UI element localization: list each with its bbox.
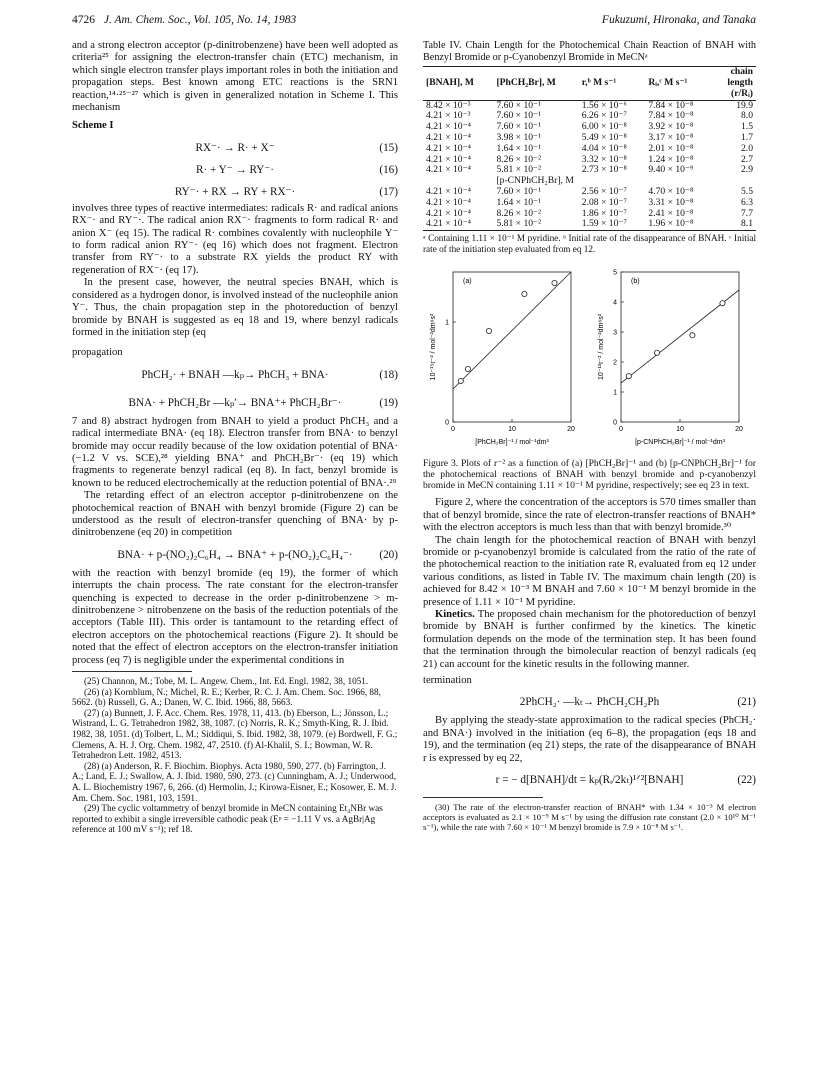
panel-label: (b) xyxy=(631,278,640,286)
table-cell: 2.41 × 10⁻⁸ xyxy=(648,207,694,219)
data-point xyxy=(458,379,463,384)
paragraph: The retarding effect of an electron acceptor p-dinitrobenzene on the photochemical reaction of BNAH with benzyl bromide (Figure 2) can be understood as the result of electron-transfer quenching of BNA· by p-dinitrobenzene (eq 20) in competition xyxy=(72,490,398,539)
table-cell: 1.64 × 10⁻¹ xyxy=(496,196,541,208)
table-cell: 4.21 × 10⁻⁴ xyxy=(426,142,471,154)
table-cell: 9.40 × 10⁻⁹ xyxy=(648,164,694,176)
data-point xyxy=(654,350,659,355)
table-cell: 3.98 × 10⁻¹ xyxy=(496,131,541,143)
table-cell: 5.81 × 10⁻² xyxy=(496,164,541,176)
table-cell: 4.21 × 10⁻⁴ xyxy=(426,131,471,143)
table-cell: 2.9 xyxy=(741,164,753,176)
table-header: [PhCH₂Br], M xyxy=(493,67,578,100)
table-cell: 1.64 × 10⁻¹ xyxy=(496,142,541,154)
table-header: chain length (r/Rᵢ) xyxy=(712,67,756,100)
authors: Fukuzumi, Hironaka, and Tanaka xyxy=(601,14,756,26)
equation-18: PhCH₂· + BNAH —kₚ→ PhCH₃ + BNA· (18) xyxy=(141,368,398,381)
y-tick-label: 5 xyxy=(613,269,617,277)
kinetics-heading: Kinetics. xyxy=(435,608,475,620)
figure-3 xyxy=(423,260,756,456)
table-cell: 19.9 xyxy=(736,99,753,111)
table-cell: 8.1 xyxy=(741,218,753,230)
table-cell: 6.00 × 10⁻⁸ xyxy=(581,121,627,133)
right-column xyxy=(423,40,756,832)
equation-19: BNA· + PhCH₂Br —kₚ′→ BNA⁺+ PhCH₂Br⁻· (19) xyxy=(128,396,398,409)
footnote: (25) Channon, M.; Tobe, M. L. Angew. Chem., Int. Ed. Engl. 1982, 38, 1051. xyxy=(84,676,369,687)
table-header: r,ᵇ M s⁻¹ xyxy=(579,67,646,100)
x-tick-label: 10 xyxy=(508,426,516,434)
footnote: (30) The rate of the electron-transfer reaction of BNAH* with 1.34 × 10⁻³ M electron acceptors is evaluated as 2.1 × 10⁻⁹ M s⁻¹ by using the diffusion rate constant (2.0 × 10¹⁰ M⁻¹ s⁻¹), while the rate with 7.60 × 10⁻¹ M benzyl bromide is 7.9 × 10⁻⁸ M s⁻¹. xyxy=(423,802,756,833)
table-body xyxy=(423,187,756,231)
x-axis-label: [p-CNPhCH₂Br]⁻¹ / mol⁻¹dm³ xyxy=(635,439,725,447)
table-cell: 7.60 × 10⁻¹ xyxy=(496,110,541,122)
table-row xyxy=(423,165,756,176)
table-header: [BNAH], M xyxy=(423,67,493,100)
table-cell: 7.60 × 10⁻¹ xyxy=(496,99,541,111)
y-tick-label: 4 xyxy=(613,299,617,307)
table-cell: 4.21 × 10⁻³ xyxy=(426,110,471,122)
table-cell: 5.81 × 10⁻² xyxy=(496,218,541,230)
y-tick-label: 3 xyxy=(613,329,617,337)
table-cell: 2.73 × 10⁻⁸ xyxy=(581,164,627,176)
paragraph: In the present case, however, the neutral species BNAH, which is considered as a hydrogen donor, is involved instead of the nucleophile anion Y⁻. Thus, the chain propagation step in the photoreduction of benzyl bromide by BNAH is suggested as eq 18 and 19, where benzyl radicals formed in the initiation step (eq xyxy=(72,277,398,338)
table-cell: 4.21 × 10⁻⁴ xyxy=(426,153,471,165)
table-subheader: [p-CNPhCH₂Br], M xyxy=(496,175,574,187)
table-cell: 1.24 × 10⁻⁸ xyxy=(648,153,694,165)
equation-20: BNA· + p-(NO₂)₂C₆H₄ → BNA⁺ + p-(NO₂)₂C₆H₄⁻· (20) xyxy=(117,548,398,561)
table-cell: 1.5 xyxy=(741,121,753,133)
y-tick-label: 1 xyxy=(445,319,449,327)
table-cell: 6.3 xyxy=(741,196,753,208)
table-cell: 7.60 × 10⁻¹ xyxy=(496,121,541,133)
page-number: 4726 xyxy=(72,14,95,26)
table-cell: 7.84 × 10⁻⁸ xyxy=(648,110,694,122)
paragraph: Kinetics. The proposed chain mechanism for the photoreduction of benzyl bromide by BNAH is further confirmed by the kinetics. The kinetic formulation depends on the mode of the termination step. It has been found that the termination through the bimolecular reaction of benzyl radicals (eq 21) can account for the kinetic results in the following manner. xyxy=(423,608,756,670)
table-cell: 7.7 xyxy=(741,207,753,219)
table-cell: 3.31 × 10⁻⁸ xyxy=(648,196,694,208)
paragraph: Figure 2, where the concentration of the acceptors is 570 times smaller than that of benzyl bromide, since the rate of electron-transfer reactions of BNAH* with the electron acceptors is much less than that with benzyl bromide.³⁰ xyxy=(423,497,756,534)
x-tick-label: 0 xyxy=(451,426,455,434)
table-cell: 4.04 × 10⁻⁸ xyxy=(581,142,627,154)
table-cell: 1.86 × 10⁻⁷ xyxy=(581,207,627,219)
table-cell: 2.01 × 10⁻⁸ xyxy=(648,142,694,154)
table-cell: 5.49 × 10⁻⁸ xyxy=(581,131,627,143)
panel-label: (a) xyxy=(463,278,472,286)
equation-15: RX⁻· → R· + X⁻ (15) xyxy=(195,141,398,154)
data-point xyxy=(552,281,557,286)
x-tick-label: 10 xyxy=(676,426,684,434)
footnote: (26) (a) Kornblum, N.; Michel, R. E.; Kerber, R. C. J. Am. Chem. Soc. 1966, 88, 5662. (b) Russell, G. A.; Danen, W. C. Ibid. 1966, 88, 5663. xyxy=(72,686,381,708)
plot-a xyxy=(423,260,588,456)
table-cell: 2.08 × 10⁻⁷ xyxy=(581,196,627,208)
table-header: Rᵢ,ᶜ M s⁻¹ xyxy=(645,67,712,100)
table-cell: 3.32 × 10⁻⁸ xyxy=(581,153,627,165)
equation-22: r = − d[BNAH]/dt = kₚ(Rᵢ/2kₜ)¹ᐟ²[BNAH] (22) xyxy=(495,774,756,787)
table-cell: 4.21 × 10⁻⁴ xyxy=(426,207,471,219)
y-axis-label: 10⁻¹⁵r⁻² / mol⁻²dm⁶s² xyxy=(430,314,437,381)
table-cell: 2.0 xyxy=(741,142,753,154)
table-cell: 4.21 × 10⁻⁴ xyxy=(426,218,471,230)
table-body xyxy=(423,100,756,176)
y-axis-label: 10⁻¹³r⁻² / mol⁻²dm⁶s² xyxy=(598,314,605,381)
table-cell: 4.70 × 10⁻⁸ xyxy=(648,185,694,197)
y-tick-label: 0 xyxy=(613,419,617,427)
figure-caption: Figure 3. Plots of r⁻² as a function of (a) [PhCH₂Br]⁻¹ and (b) [p-CNPhCH₂Br]⁻¹ for the photochemical reactions of BNAH with benzyl bromide and p-cyanobenzyl bromide in MeCN containing 1.11 × 10⁻¹ M pyridine, respectively; see eq 23 in text. xyxy=(423,458,756,492)
table-cell: 2.56 × 10⁻⁷ xyxy=(581,185,627,197)
footnote: (29) The cyclic voltammetry of benzyl bromide in MeCN containing Et₄NBr was reported to exhibit a single irreversible cathodic peak (Eᵖ = −1.11 V vs. a AgBr|Ag reference at 100 mV s⁻¹); ref 18. xyxy=(72,803,383,835)
plot-frame xyxy=(621,272,739,422)
table-cell: 1.59 × 10⁻⁷ xyxy=(581,218,627,230)
footnote: (27) (a) Bunnett, J. F. Acc. Chem. Res. 1978, 11, 413. (b) Eberson, L.; Jönsson, L.; Wistrand, L. G. Tetrahedron 1982, 38, 1087. (c) Norris, R. K.; Smyth-King, R. J. Ibid. 1982, 38, 1051. (d) Tolbert, L. M.; Siddiqui, S. Ibid. 1982, 38, 1079. (e) Bordwell, F. G.; Clemens, A. H. J. Org. Chem. 1982, 47, 2510. (f) Al-Khalil, S. I.; Bowman, W. R. Tetrahedron Lett. 1982, 4513. xyxy=(72,707,398,761)
footnote-rule xyxy=(72,671,192,672)
plot-b xyxy=(591,260,756,456)
table-cell: 1.96 × 10⁻⁸ xyxy=(648,218,694,230)
propagation-label: propagation xyxy=(72,347,123,359)
equation-17: RY⁻· + RX → RY + RX⁻· (17) xyxy=(174,185,398,198)
table-cell: 4.21 × 10⁻⁴ xyxy=(426,196,471,208)
data-point xyxy=(486,329,491,334)
table-cell: 3.17 × 10⁻⁸ xyxy=(648,131,694,143)
table-notes: ᵃ Containing 1.11 × 10⁻¹ M pyridine. ᵇ Initial rate of the disappearance of BNAH. ᶜ Initial rate of the initiation step evaluated from eq 12. xyxy=(423,233,756,254)
footnote: (28) (a) Anderson, R. F. Biochim. Biophys. Acta 1980, 590, 277. (b) Farrington, J. A.; Land, E. J.; Swallow, A. J. Ibid. 1980, 590, 273. (c) Cunningham, A. J.; Underwood, A. L. Biochemistry 1967, 6, 266. (d) Hermolin, J.; Kirowa-Eisner, E.; Kosower, E. M. J. Am. Chem. Soc. 1981, 103, 1591. xyxy=(72,760,397,803)
table-cell: 8.26 × 10⁻² xyxy=(496,153,541,165)
scheme-title: Scheme I xyxy=(72,120,114,132)
table-row xyxy=(423,219,756,230)
table-caption: Table IV. Chain Length for the Photochemical Chain Reaction of BNAH with Benzyl Bromide or p-Cyanobenzyl Bromide in MeCNᵃ xyxy=(423,40,756,63)
paragraph: involves three types of reactive intermediates: radicals R· and radical anions RX⁻· and RY⁻·. The radical anion RX⁻· fragments to form radical R· and anion X⁻ (eq 15). The radical R· combines covalently with nucleophile Y⁻ to form radical anion RY⁻· (eq 16) which does not fragment. Electron transfer from RY⁻· to a substrate RX yields the product RY with regeneration of RX⁻· (eq 17). xyxy=(72,202,398,276)
data-point xyxy=(522,292,527,297)
left-column xyxy=(72,40,398,835)
table-cell: 1.56 × 10⁻⁶ xyxy=(581,99,627,111)
table-row xyxy=(423,144,756,155)
data-point xyxy=(626,374,631,379)
termination-label: termination xyxy=(423,675,472,687)
table-cell: 1.7 xyxy=(741,131,753,143)
journal-citation: J. Am. Chem. Soc., Vol. 105, No. 14, 1983 xyxy=(103,14,297,26)
y-tick-label: 0 xyxy=(445,419,449,427)
paragraph: 7 and 8) abstract hydrogen from BNAH to yield a product PhCH₃ and a radical intermediate BNA· (eq 18). Electron transfer from BNA· to benzyl bromide may occur readily because of the low oxidation potential of BNA· (−1.2 V vs. SCE),²⁸ yielding BNA⁺ and PhCH₂Br⁻· (eq 19) which fragments to regenerate benzyl radical (eq 8). In fact, benzyl bromide is known to be reduced electrochemically at the reduction potential of BNA·.²⁹ xyxy=(72,415,398,489)
paragraph: and a strong electron acceptor (p-dinitrobenzene) have been well adopted as criteria²⁵ for assigning the electron-transfer chain (ETC) mechanism, in which single electron transfer plays important roles in both the initiation and propagation steps. Best known among ETC reactions is the SRN1 reaction,¹⁴·²⁵⁻²⁷ which is given in generalized notation in Scheme I. This mechanism xyxy=(72,40,398,114)
data-point xyxy=(720,301,725,306)
table-cell: 7.84 × 10⁻⁸ xyxy=(648,99,694,111)
running-header xyxy=(72,14,756,26)
table-cell: 6.26 × 10⁻⁷ xyxy=(581,110,627,122)
x-axis-label: [PhCH₂Br]⁻¹ / mol⁻¹dm³ xyxy=(475,439,549,447)
y-tick-label: 1 xyxy=(613,389,617,397)
y-tick-label: 2 xyxy=(613,359,617,367)
table-cell: 4.21 × 10⁻⁴ xyxy=(426,185,471,197)
data-point xyxy=(465,367,470,372)
footnote-rule xyxy=(423,797,543,798)
equation-16: R· + Y⁻ → RY⁻· (16) xyxy=(196,163,398,176)
plot-frame xyxy=(453,272,571,422)
x-tick-label: 20 xyxy=(567,426,575,434)
table-cell: 4.21 × 10⁻⁴ xyxy=(426,121,471,133)
data-point xyxy=(690,333,695,338)
paragraph: with the reaction with benzyl bromide (eq 19), the former of which interrupts the chain process. The rate constant for the electron-transfer quenching is expected to decrease in the order p-dinitrobenzene > m-dinitrobenzene > nitrobenzene on the basis of the reduction potentials of the acceptors (Table III). This order is tantamount to the retarding effect of electron acceptors on the photochemical reactions (Figure 2). It should be noted that the effect of electron acceptors on the electron-transfer initiation process (eq 7) is negligible under the experimental conditions in xyxy=(72,567,398,666)
table-cell: 4.21 × 10⁻⁴ xyxy=(426,164,471,176)
chain-length-table xyxy=(423,66,756,231)
equation-21: 2PhCH₂· —kₜ→ PhCH₂CH₂Ph (21) xyxy=(519,696,756,709)
table-row xyxy=(423,198,756,209)
table-cell: 8.0 xyxy=(741,110,753,122)
paragraph: By applying the steady-state approximation to the radical species (PhCH₂· and BNA·) involved in the initiation (eq 6–8), the propagation (eqs 18 and 19), and the termination (eq 21) steps, the rate of the disappearance of BNAH r is expressed by eq 22, xyxy=(423,715,756,764)
x-tick-label: 0 xyxy=(619,426,623,434)
fit-line xyxy=(453,272,571,389)
table-cell: 8.26 × 10⁻² xyxy=(496,207,541,219)
footnotes xyxy=(72,676,398,835)
x-tick-label: 20 xyxy=(735,426,743,434)
table-cell: 5.5 xyxy=(741,185,753,197)
paragraph: The chain length for the photochemical reaction of BNAH with benzyl bromide or p-cyanobenzyl bromide is calculated from the ratio of the rate of the photochemical reaction to the initiation rate Rᵢ evaluated from eq 12 under various conditions, as listed in Table IV. The maximum chain length (20) is achieved for 8.42 × 10⁻³ M BNAH and 7.60 × 10⁻¹ M benzyl bromide in the presence of 1.11 × 10⁻¹ M pyridine. xyxy=(423,534,756,608)
table-cell: 2.7 xyxy=(741,153,753,165)
table-cell: 8.42 × 10⁻³ xyxy=(426,99,471,111)
table-cell: 7.60 × 10⁻¹ xyxy=(496,185,541,197)
table-cell: 3.92 × 10⁻⁸ xyxy=(648,121,694,133)
